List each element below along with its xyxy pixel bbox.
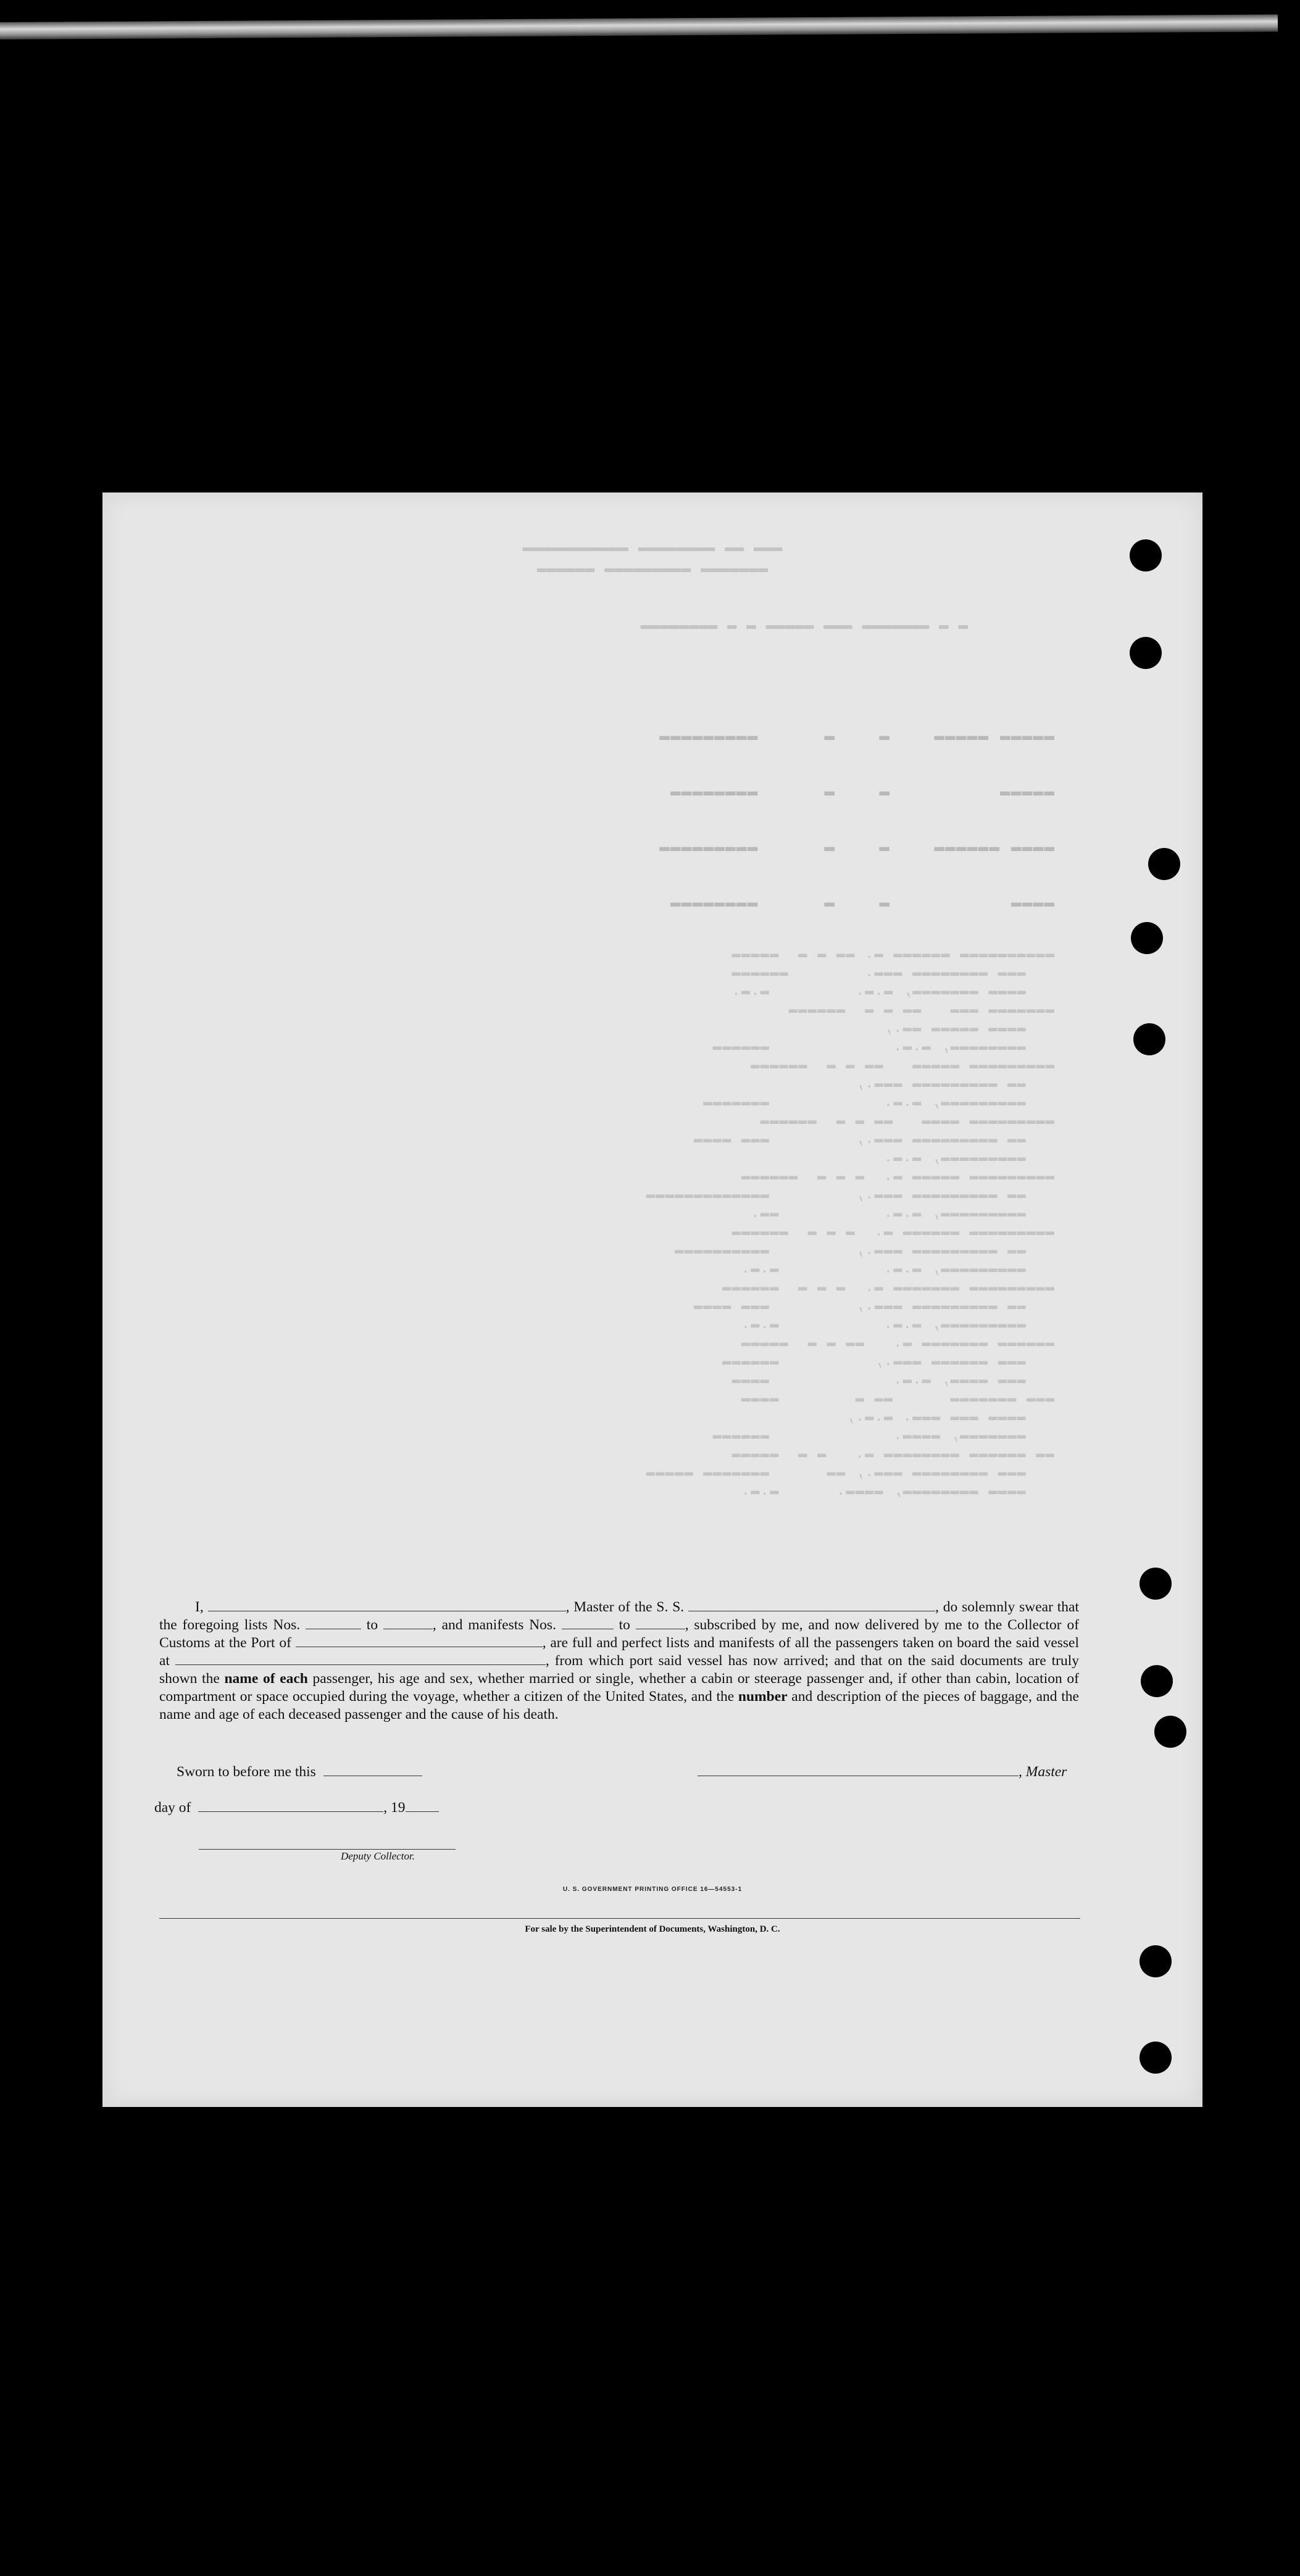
punch-hole (1130, 637, 1162, 669)
manifest-page (102, 492, 1202, 2107)
footer-rule (159, 1918, 1080, 1919)
oath-text-8: , are full and perfect lists and manifests of all the passengers taken on board the said vessel at (159, 1635, 1079, 1669)
oath-text-1: I, (195, 1599, 208, 1615)
deputy-collector-rule (199, 1849, 456, 1850)
oath-name-of-each: name of each (224, 1671, 308, 1687)
sale-notice: For sale by the Superintendent of Documents, Washington, D. C. (525, 1924, 780, 1934)
oath-paragraph (159, 1598, 1079, 1724)
oath-text-7: , subscribed by me, and now delivered by me to the Collector of Customs at the Port of (159, 1617, 1080, 1651)
oath-text-9: , from which port said vessel has now arrived; and that on the said documents are truly shown the (159, 1653, 1079, 1687)
punch-hole (1148, 848, 1180, 880)
punch-hole (1140, 2042, 1172, 2074)
punch-hole (1131, 922, 1163, 954)
day-of-row (154, 1800, 439, 1816)
deputy-collector-label: Deputy Collector. (341, 1850, 415, 1862)
oath-number: number (738, 1689, 788, 1705)
oath-text-4: to (360, 1617, 383, 1633)
punch-hole (1140, 1568, 1172, 1600)
oath-text-6: to (613, 1617, 636, 1633)
sworn-row (177, 1764, 422, 1780)
punch-hole (1154, 1716, 1186, 1748)
bleed-through-text: ▬▬▬ ▬▬ ▬▬▬▬▬▬▬▬ ▬▬▬▬▬▬▬▬▬▬▬ ▬▬▬▬▬▬▬ ▬▬▬▬▬▬▬▬▬ ▬▬▬▬▬▬ ▬ ▬ ▬▬▬▬▬▬▬ ▬▬▬ ▬▬▬▬▬ ▬ ▬ ▬▬▬▬▬▬▬▬ ▬▬▬▬▬ ▬▬▬▬▬ ▬ ▬ ▬▬▬▬▬▬▬▬▬ ▬▬▬▬▬ ▬ ▬ ▬▬▬▬▬▬▬▬ ▬▬▬▬ ▬▬▬▬▬▬ ▬ ▬ ▬▬▬▬▬▬▬▬▬ ▬▬▬▬ ▬ ▬ ▬▬▬▬▬▬▬▬ ▬▬▬▬▬▬▬▬▬▬ ▬▬▬▬▬▬ ▬. ▬▬ ▬ ▬ ▬▬▬▬▬ ▬▬▬ ▬▬▬▬▬▬▬▬ ▬▬▬. ▬▬▬▬▬▬ ▬▬▬▬ ▬▬▬▬▬▬▬, ▬.▬. ▬.▬. ▬▬▬▬▬▬▬ ▬▬▬ ▬▬ ▬ ▬ ▬▬▬▬▬▬ ▬▬▬▬ ▬▬▬▬▬ ▬▬., ▬▬▬▬▬▬▬▬, ▬.▬. ▬▬▬▬▬▬ ▬▬▬▬▬▬▬▬▬ ▬▬▬▬▬ ▬▬ ▬ ▬ ▬▬▬▬▬▬ ▬▬ ▬▬▬▬▬▬▬▬▬ ▬▬▬., ▬▬▬▬▬▬▬▬▬, ▬.▬. ▬▬▬▬▬▬▬ ▬▬▬▬▬▬▬▬▬ ▬▬▬▬ ▬▬ ▬ ▬ ▬▬▬▬▬▬ ▬▬ ▬▬▬▬▬▬▬▬▬ ▬▬▬., ▬▬▬ ▬▬▬▬ ▬▬▬▬▬▬▬▬▬, ▬.▬. ▬▬▬▬▬▬▬▬▬ ▬▬▬▬▬ ▬. ▬ ▬ ▬ ▬▬▬▬▬▬ ▬▬ ▬▬▬▬▬▬▬▬▬ ▬▬▬., ▬▬▬▬▬▬▬▬▬▬▬▬▬ ▬▬▬▬▬▬▬▬▬, ▬.▬. ▬▬. ▬▬▬▬▬▬▬▬▬ ▬▬▬▬▬▬ ▬. ▬ ▬ ▬ ▬▬▬▬▬▬ ▬▬ ▬▬▬▬▬▬▬▬▬ ▬▬▬., ▬▬▬▬▬▬▬▬▬▬ ▬▬▬▬▬▬▬▬▬, ▬.▬. ▬.▬. ▬▬▬▬▬▬▬▬▬ ▬▬▬▬▬▬▬ ▬. ▬ ▬ ▬ ▬▬▬▬▬▬ ▬▬ ▬▬▬▬▬▬▬▬▬ ▬▬▬., ▬▬▬ ▬▬▬▬ ▬▬▬▬▬▬▬▬▬, ▬.▬. ▬.▬. ▬▬▬▬▬▬ ▬▬▬▬▬▬▬ ▬. ▬▬ ▬ ▬ ▬▬▬▬▬ ▬▬▬ ▬▬▬▬▬▬ ▬▬▬., ▬▬▬▬▬▬ ▬▬▬ ▬▬▬▬, ▬.▬. ▬▬▬▬ ▬▬▬ ▬▬▬▬▬▬▬ ▬▬ ▬ ▬▬▬▬ ▬▬▬▬ ▬▬▬ ▬▬▬. ▬.▬., ▬▬▬▬▬▬▬, ▬▬▬▬. ▬▬▬▬▬▬ ▬▬ ▬▬▬▬▬▬ ▬▬▬▬▬▬▬▬ ▬. ▬ ▬ ▬▬▬▬▬ ▬▬▬ ▬▬▬▬▬▬▬▬ ▬▬▬., ▬▬ ▬▬▬▬▬▬▬ ▬▬▬▬▬ ▬▬▬▬ ▬▬▬▬▬▬▬▬, ▬▬▬▬. ▬.▬. (522, 538, 1054, 1500)
punch-hole (1130, 539, 1162, 571)
master-label: , Master (1019, 1764, 1067, 1780)
punch-hole (1140, 1945, 1172, 1977)
sworn-label: Sworn to before me this (177, 1764, 316, 1780)
year-label: , 19 (383, 1800, 406, 1816)
punch-hole (1141, 1665, 1173, 1697)
punch-hole (1133, 1023, 1165, 1055)
film-edge-strip (0, 14, 1278, 39)
day-of-label: day of (154, 1800, 191, 1816)
gpo-imprint: U. S. GOVERNMENT PRINTING OFFICE 16—54553-1 (562, 1886, 743, 1893)
oath-text-3: , do solemnly swear that the foregoing lists Nos. (159, 1599, 1079, 1633)
master-signature-row (698, 1764, 1067, 1780)
oath-text-5: , and manifests Nos. (432, 1617, 562, 1633)
oath-text-11: and description of the pieces of baggage, and the name and age of each deceased passenger and the cause of his death. (159, 1689, 1079, 1722)
oath-text-10: passenger, his age and sex, whether married or single, whether a cabin or steerage passenger and, if other than cabin, location of compartment or space occupied during the voyage, whether a citizen of the United States, and the (159, 1671, 1079, 1705)
oath-text-2: , Master of the S. S. (565, 1599, 688, 1615)
